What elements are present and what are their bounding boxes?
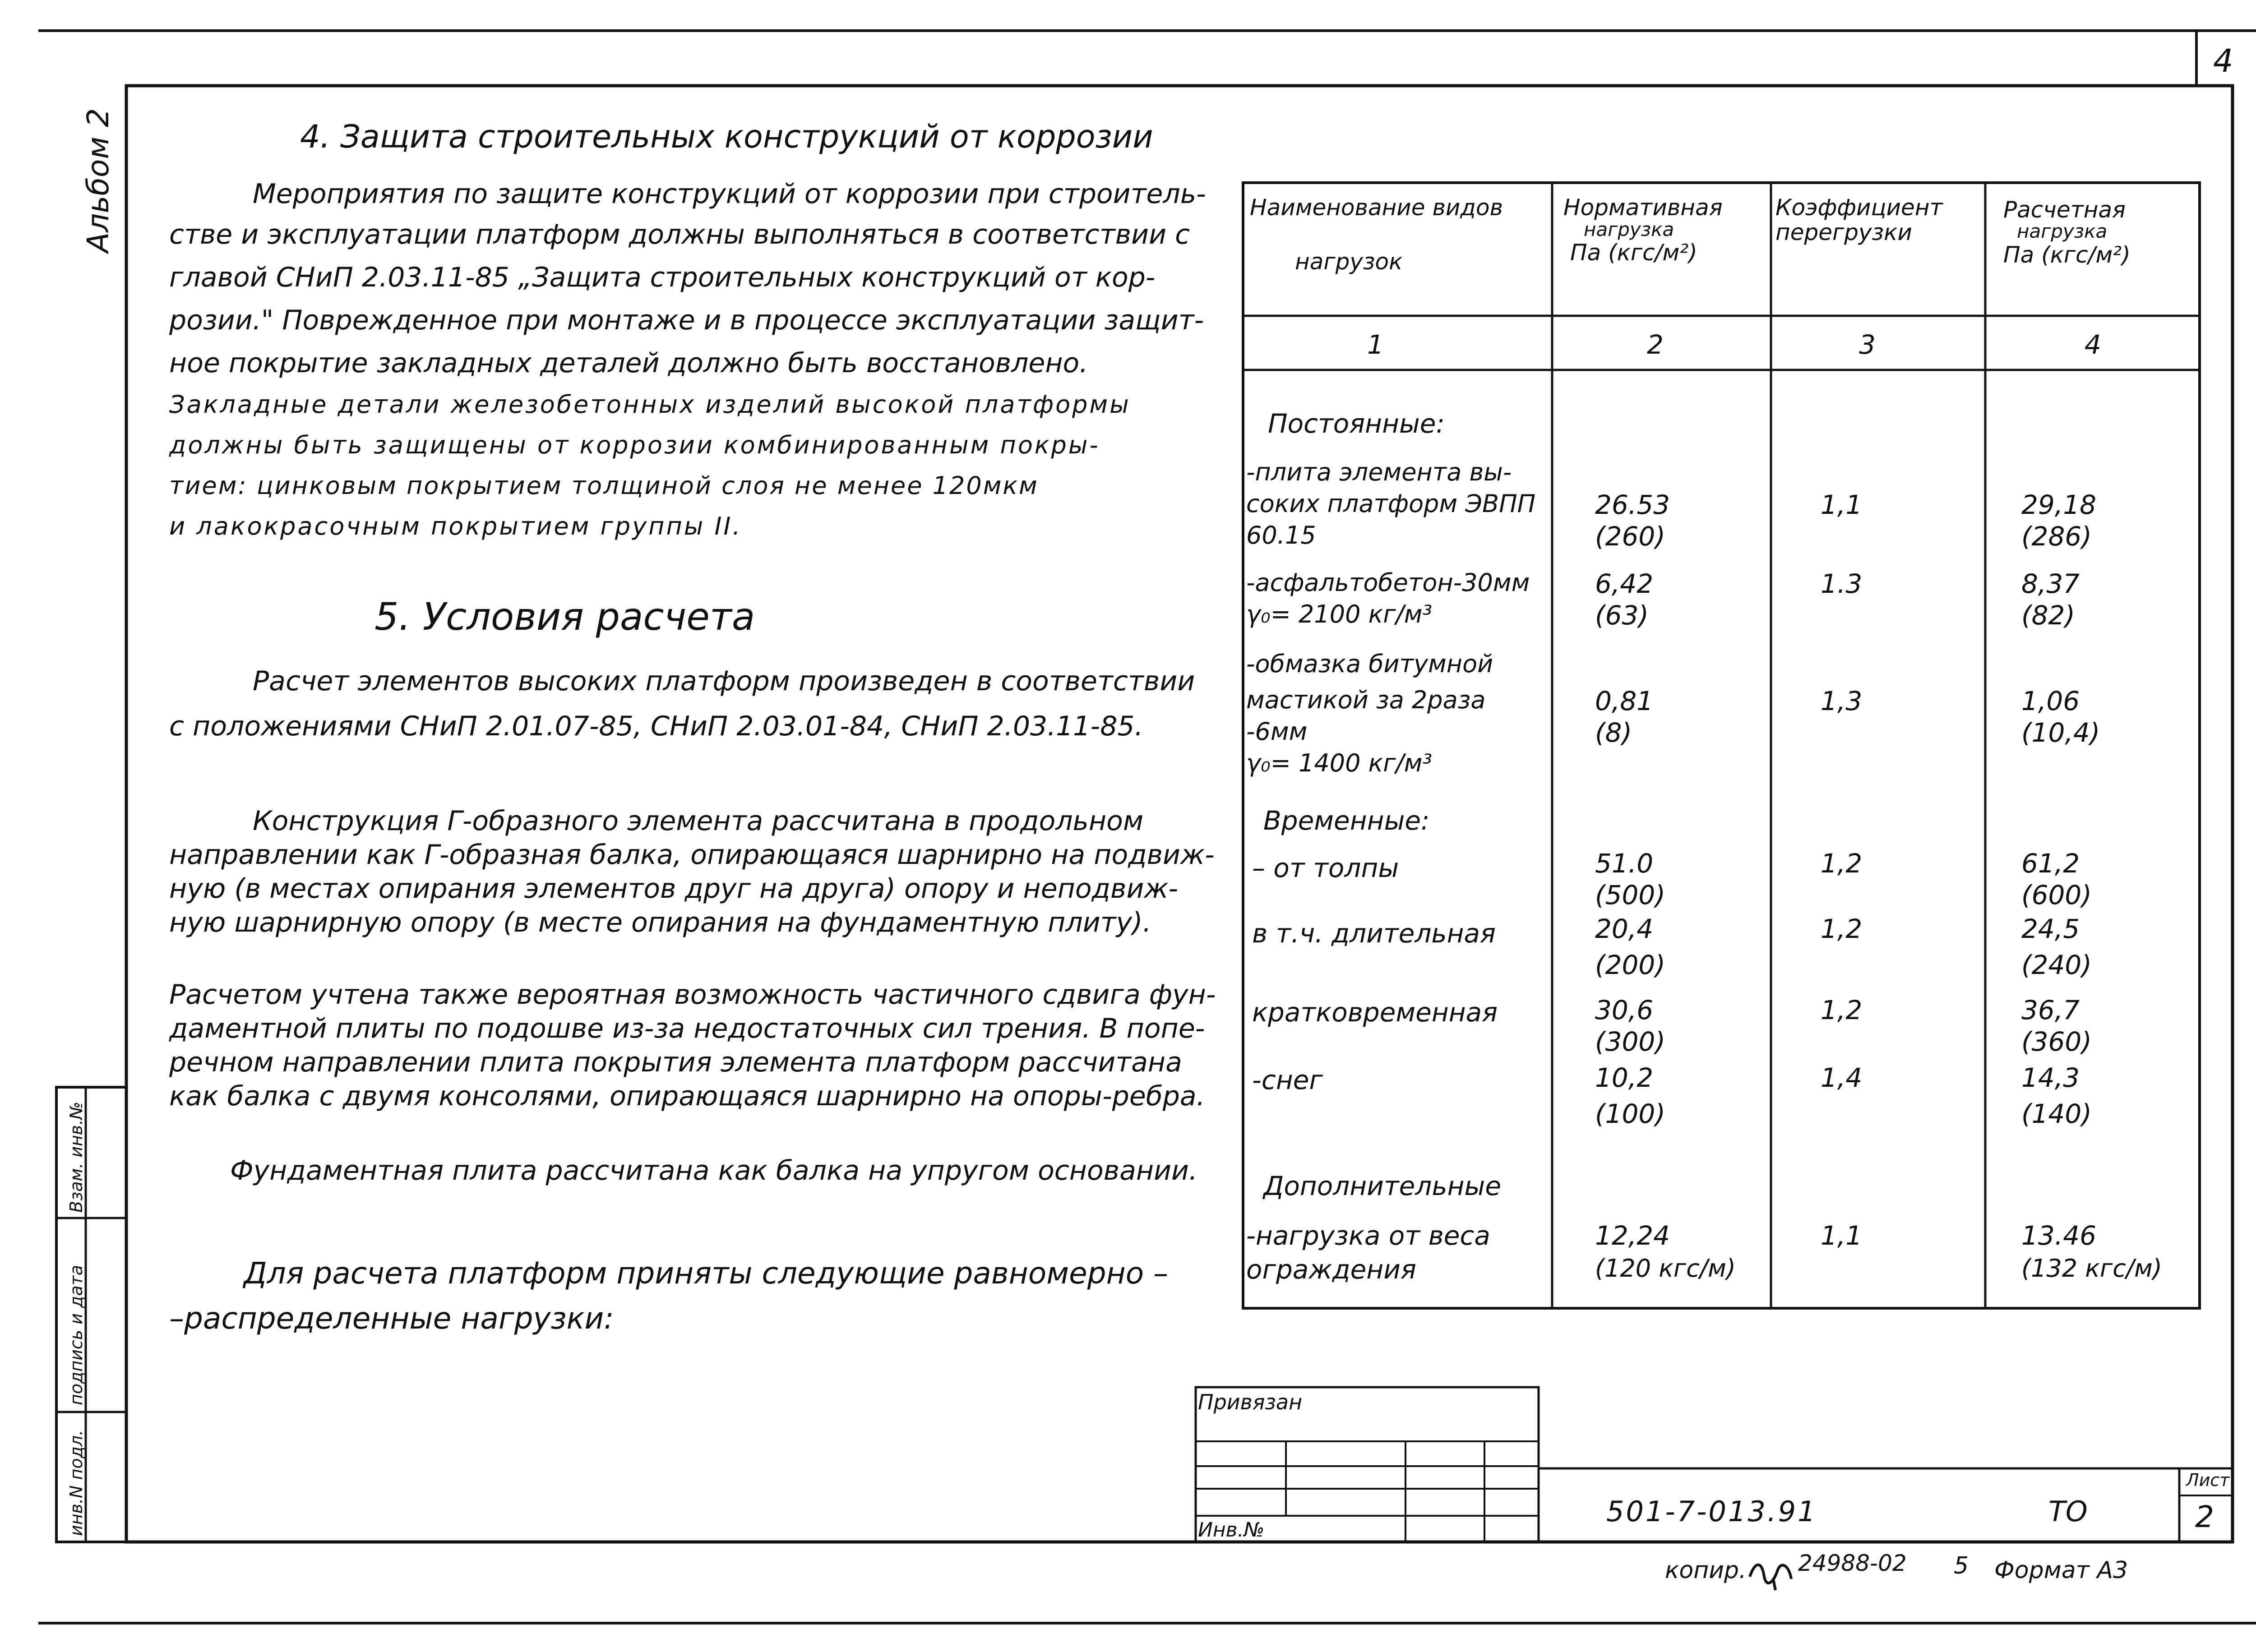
table-row-norm: (300) — [1595, 1026, 1665, 1057]
table-row-calc: 14,3 — [2021, 1062, 2080, 1093]
section5-para1-line: Расчет элементов высоких платформ произведен в соответствии — [253, 665, 1195, 697]
table-row-calc: 61,2 — [2021, 848, 2080, 879]
table-row-name: γ₀= 1400 кг/м³ — [1246, 749, 1433, 777]
stamp-privyazan: Привязан — [1198, 1390, 1303, 1414]
section4-line: Закладные детали железобетонных изделий высокой платформы — [169, 390, 1131, 419]
table-row-norm: (500) — [1595, 880, 1665, 910]
side-stamp-signature-date: подпись и дата — [66, 1264, 86, 1405]
table-row-norm: (63) — [1595, 600, 1649, 631]
section5-para5-line: –распределенные нагрузки: — [169, 1301, 614, 1336]
table-row-calc: 13.46 — [2021, 1220, 2097, 1251]
table-row-calc: 24,5 — [2021, 914, 2080, 944]
section5-para5-line: Для расчета платформ приняты следующие равномерно – — [244, 1256, 1169, 1291]
table-col-number: 1 — [1367, 329, 1384, 360]
table-row-calc: 8,37 — [2021, 568, 2080, 599]
table-row-name: мастикой за 2раза — [1246, 686, 1486, 714]
table-header-name: нагрузок — [1295, 249, 1403, 275]
footer-format: Формат А3 — [1994, 1557, 2128, 1584]
section4-line: главой СНиП 2.03.11-85 „Защита строительных конструкций от кор- — [169, 262, 1156, 293]
table-row-coef: 1,3 — [1821, 686, 1863, 716]
section5-para2-line: Конструкция Г-образного элемента рассчитана в продольном — [253, 805, 1144, 837]
table-row-calc: (82) — [2021, 600, 2076, 631]
table-row-name: кратковременная — [1252, 997, 1498, 1028]
table-row-norm: 30,6 — [1595, 995, 1654, 1025]
stamp-sheet-number: 2 — [2195, 1500, 2214, 1534]
table-row-name: ограждения — [1246, 1254, 1416, 1285]
table-row-coef: 1,1 — [1821, 489, 1863, 520]
section4-line: Мероприятия по защите конструкций от коррозии при строитель- — [253, 178, 1206, 210]
album-label: Альбом 2 — [81, 108, 116, 253]
table-header-coef: перегрузки — [1775, 219, 1912, 245]
table-row-calc: (10,4) — [2021, 717, 2100, 748]
footer-copy-number: 24988-02 — [1798, 1550, 1907, 1576]
table-row-calc: 1,06 — [2021, 686, 2080, 716]
section4-line: и лакокрасочным покрытием группы II. — [169, 512, 742, 540]
table-row-norm: 20,4 — [1595, 914, 1654, 944]
table-row-calc: (140) — [2021, 1098, 2092, 1129]
table-col-number: 4 — [2085, 329, 2101, 360]
table-row-name: γ₀= 2100 кг/м³ — [1246, 600, 1433, 628]
side-stamp-vzam-inv: Взам. инв.№ — [66, 1102, 86, 1213]
table-row-norm: 12,24 — [1595, 1220, 1670, 1251]
section5-title: 5. Условия расчета — [374, 595, 755, 639]
footer-copy-label: копир. — [1665, 1557, 1747, 1584]
stamp-doc-type: ТО — [2048, 1495, 2088, 1528]
table-row-name: соких платформ ЭВПП — [1246, 489, 1536, 518]
table-row-norm: 10,2 — [1595, 1062, 1654, 1093]
section4-title: 4. Защита строительных конструкций от коррозии — [300, 118, 1153, 155]
table-row-norm: (200) — [1595, 950, 1665, 980]
table-row-norm: (8) — [1595, 717, 1632, 748]
table-header-norm: Па (кгс/м²) — [1570, 240, 1697, 266]
section4-line: ное покрытие закладных деталей должно быть восстановлено. — [169, 347, 1088, 379]
table-row-norm: (100) — [1595, 1098, 1665, 1129]
stamp-sheet-label: Лист — [2186, 1470, 2230, 1490]
table-row-name: -6мм — [1246, 717, 1308, 746]
table-row-calc: (240) — [2021, 950, 2092, 980]
table-group-label: Постоянные: — [1268, 408, 1445, 439]
table-header-calc: Па (кгс/м²) — [2003, 242, 2131, 268]
table-row-norm: 51.0 — [1595, 848, 1654, 879]
table-col-number: 2 — [1647, 329, 1664, 360]
section5-para2-line: ную (в местах опирания элементов друг на друга) опору и неподвиж- — [169, 873, 1179, 904]
table-row-name: -снег — [1252, 1065, 1323, 1095]
table-row-name: в т.ч. длительная — [1252, 918, 1496, 949]
section5-para3-line: даментной плиты по подошве из-за недостаточных сил трения. В попе- — [169, 1013, 1205, 1044]
table-row-norm: 6,42 — [1595, 568, 1654, 599]
table-row-norm: 0,81 — [1595, 686, 1654, 716]
table-header-name: Наименование видов — [1250, 194, 1503, 221]
table-row-name: 60.15 — [1246, 521, 1316, 549]
section5-para3-line: Расчетом учтена также вероятная возможность частичного сдвига фун- — [169, 979, 1216, 1011]
table-row-calc: (360) — [2021, 1026, 2092, 1057]
table-group-label: Дополнительные — [1263, 1171, 1502, 1201]
table-header-calc: Расчетная — [2003, 197, 2126, 223]
footer-copy-page: 5 — [1954, 1552, 1969, 1579]
section5-para2-line: ную шарнирную опору (в месте опирания на фундаментную плиту). — [169, 907, 1151, 938]
section5-para3-line: как балка с двумя консолями, опирающаяся шарнирно на опоры-ребра. — [169, 1080, 1205, 1112]
table-row-norm: 26.53 — [1595, 489, 1670, 520]
section4-line: тием: цинковым покрытием толщиной слоя не менее 120мкм — [169, 471, 1039, 500]
section4-line: розии." Поврежденное при монтаже и в процессе эксплуатации защит- — [169, 305, 1204, 336]
section4-line: стве и эксплуатации платформ должны выполняться в соответствии с — [169, 219, 1190, 250]
table-row-coef: 1.3 — [1821, 568, 1863, 599]
table-row-calc: (600) — [2021, 880, 2092, 910]
table-col-number: 3 — [1859, 329, 1876, 360]
side-stamp-inv-podl: инв.N подл. — [66, 1430, 86, 1536]
table-header-coef: Коэффициент — [1775, 194, 1943, 221]
section5-para1-line: с положениями СНиП 2.01.07-85, СНиП 2.03.01-84, СНиП 2.03.11-85. — [169, 711, 1143, 742]
table-row-coef: 1,2 — [1821, 995, 1863, 1025]
table-row-name: -обмазка битумной — [1246, 650, 1493, 678]
table-row-calc: (286) — [2021, 521, 2092, 552]
table-row-calc: 36,7 — [2021, 995, 2080, 1025]
table-row-norm: (260) — [1595, 521, 1665, 552]
table-row-coef: 1,1 — [1821, 1220, 1863, 1251]
table-row-calc: 29,18 — [2021, 489, 2097, 520]
table-header-norm: Нормативная — [1563, 194, 1723, 221]
table-row-coef: 1,4 — [1821, 1062, 1863, 1093]
section5-para2-line: направлении как Г-образная балка, опирающаяся шарнирно на подвиж- — [169, 839, 1215, 871]
table-group-label: Временные: — [1263, 805, 1430, 836]
table-row-coef: 1,2 — [1821, 848, 1863, 879]
section5-para4: Фундаментная плита рассчитана как балка на упругом основании. — [230, 1155, 1198, 1186]
table-row-name: – от толпы — [1252, 853, 1399, 883]
section4-line: должны быть защищены от коррозии комбинированным покры- — [169, 431, 1100, 459]
stamp-doc-code: 501-7-013.91 — [1606, 1495, 1817, 1528]
table-row-norm: (120 кгс/м) — [1595, 1254, 1736, 1283]
table-row-name: -нагрузка от веса — [1246, 1220, 1490, 1251]
table-header-calc: нагрузка — [2017, 220, 2108, 242]
stamp-inv-no: Инв.№ — [1198, 1518, 1265, 1541]
table-header-norm: нагрузка — [1584, 218, 1674, 240]
section5-para3-line: речном направлении плита покрытия элемента платформ рассчитана — [169, 1047, 1182, 1078]
table-row-calc: (132 кгс/м) — [2021, 1254, 2162, 1283]
table-row-coef: 1,2 — [1821, 914, 1863, 944]
sheet-corner-number: 4 — [2213, 42, 2233, 79]
table-row-name: -асфальтобетон-30мм — [1246, 568, 1530, 597]
copy-signature — [1746, 1552, 1796, 1594]
table-row-name: -плита элемента вы- — [1246, 458, 1512, 486]
